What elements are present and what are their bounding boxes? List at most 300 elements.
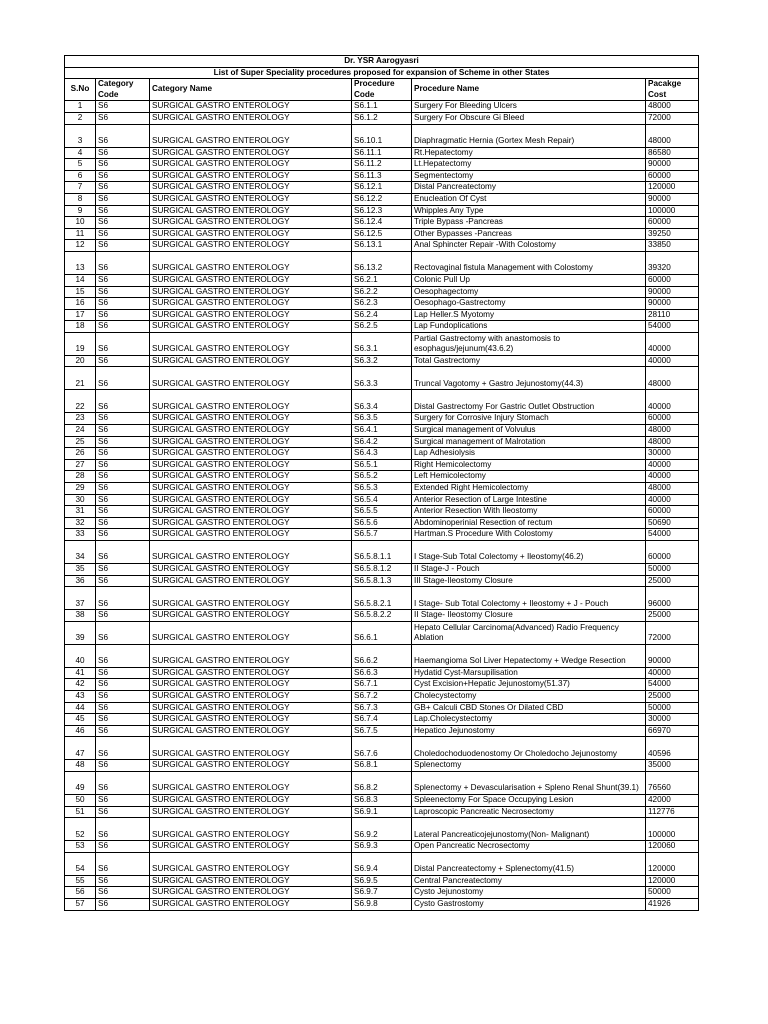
category-name-cell: SURGICAL GASTRO ENTEROLOGY (150, 506, 352, 518)
package-cost-cell: 25000 (646, 690, 699, 702)
procedure-code-cell: S6.4.1 (352, 425, 412, 437)
procedure-code-cell: S6.9.4 (352, 852, 412, 875)
procedure-code-cell: S6.2.5 (352, 321, 412, 333)
category-code-cell: S6 (96, 182, 150, 194)
procedure-code-cell: S6.5.4 (352, 494, 412, 506)
procedure-name-cell: Surgery for Corrosive Injury Stomach (412, 413, 646, 425)
procedure-name-cell: Distal Pancreatectomy (412, 182, 646, 194)
category-name-cell: SURGICAL GASTRO ENTEROLOGY (150, 737, 352, 760)
procedure-name-cell: Surgery For Obscure Gi Bleed (412, 112, 646, 124)
category-code-cell: S6 (96, 193, 150, 205)
package-cost-cell: 72000 (646, 112, 699, 124)
procedure-name-cell: Hydatid Cyst-Marsupilisation (412, 667, 646, 679)
category-code-cell: S6 (96, 898, 150, 910)
procedure-code-cell: S6.2.4 (352, 309, 412, 321)
package-cost-cell: 48000 (646, 436, 699, 448)
category-code-cell: S6 (96, 541, 150, 564)
procedure-code-cell: S6.2.1 (352, 274, 412, 286)
procedure-name-cell: Left Hemicolectomy (412, 471, 646, 483)
package-cost-cell: 76560 (646, 771, 699, 794)
procedure-name-cell: I Stage- Sub Total Colectomy + Ileostomy + J - Pouch (412, 587, 646, 610)
procedure-name-cell: Anterior Resection of Large Intestine (412, 494, 646, 506)
procedure-name-cell: Lap Fundoplications (412, 321, 646, 333)
package-cost-cell: 25000 (646, 575, 699, 587)
package-cost-cell: 33850 (646, 240, 699, 252)
category-code-cell: S6 (96, 564, 150, 576)
category-code-cell: S6 (96, 459, 150, 471)
procedure-code-cell: S6.7.6 (352, 737, 412, 760)
category-code-cell: S6 (96, 112, 150, 124)
category-name-cell: SURGICAL GASTRO ENTEROLOGY (150, 494, 352, 506)
category-code-cell: S6 (96, 298, 150, 310)
sno-cell: 29 (65, 483, 96, 495)
procedure-name-cell: Lap.Cholecystectomy (412, 714, 646, 726)
table-row (65, 760, 699, 772)
sno-cell: 5 (65, 159, 96, 171)
sno-cell: 39 (65, 621, 96, 644)
table-row (65, 355, 699, 367)
sno-cell: 30 (65, 494, 96, 506)
category-name-cell: SURGICAL GASTRO ENTEROLOGY (150, 124, 352, 147)
package-cost-cell: 72000 (646, 621, 699, 644)
sno-cell: 15 (65, 286, 96, 298)
package-cost-cell: 50000 (646, 702, 699, 714)
package-cost-cell: 40000 (646, 667, 699, 679)
category-code-cell: S6 (96, 714, 150, 726)
sno-cell: 37 (65, 587, 96, 610)
category-name-cell: SURGICAL GASTRO ENTEROLOGY (150, 818, 352, 841)
category-name-cell: SURGICAL GASTRO ENTEROLOGY (150, 610, 352, 622)
procedure-name-cell: Cholecystectomy (412, 690, 646, 702)
procedure-code-cell: S6.5.6 (352, 517, 412, 529)
table-row (65, 541, 699, 564)
package-cost-cell: 48000 (646, 483, 699, 495)
category-code-cell: S6 (96, 274, 150, 286)
table-row (65, 690, 699, 702)
table-row (65, 101, 699, 113)
category-name-cell: SURGICAL GASTRO ENTEROLOGY (150, 517, 352, 529)
category-name-cell: SURGICAL GASTRO ENTEROLOGY (150, 309, 352, 321)
table-row (65, 771, 699, 794)
category-code-cell: S6 (96, 448, 150, 460)
procedure-code-cell: S6.13.1 (352, 240, 412, 252)
sno-cell: 27 (65, 459, 96, 471)
category-code-cell: S6 (96, 286, 150, 298)
sno-cell: 3 (65, 124, 96, 147)
package-cost-cell: 42000 (646, 794, 699, 806)
category-name-cell: SURGICAL GASTRO ENTEROLOGY (150, 182, 352, 194)
table-row (65, 251, 699, 274)
category-name-cell: SURGICAL GASTRO ENTEROLOGY (150, 564, 352, 576)
category-code-cell: S6 (96, 887, 150, 899)
category-code-cell: S6 (96, 852, 150, 875)
procedure-name-cell: Lap Heller.S Myotomy (412, 309, 646, 321)
procedure-code-cell: S6.5.5 (352, 506, 412, 518)
procedure-name-cell: Spleenectomy For Space Occupying Lesion (412, 794, 646, 806)
procedure-name-cell: Cysto Jejunostomy (412, 887, 646, 899)
table-row (65, 506, 699, 518)
table-row (65, 494, 699, 506)
procedure-name-cell: Rectovaginal fistula Management with Colostomy (412, 251, 646, 274)
procedure-name-cell: II Stage-J - Pouch (412, 564, 646, 576)
procedure-name-cell: Hartman.S Procedure With Colostomy (412, 529, 646, 541)
package-cost-cell: 120000 (646, 852, 699, 875)
category-code-cell: S6 (96, 725, 150, 737)
procedure-name-cell: Colonic Pull Up (412, 274, 646, 286)
sno-cell: 46 (65, 725, 96, 737)
procedure-name-cell: Open Pancreatic Necrosectomy (412, 841, 646, 853)
category-code-cell: S6 (96, 841, 150, 853)
category-code-cell: S6 (96, 159, 150, 171)
category-code-cell: S6 (96, 621, 150, 644)
table-row (65, 471, 699, 483)
category-code-cell: S6 (96, 425, 150, 437)
procedure-name-cell: GB+ Calculi CBD Stones Or Dilated CBD (412, 702, 646, 714)
sno-cell: 50 (65, 794, 96, 806)
category-name-cell: SURGICAL GASTRO ENTEROLOGY (150, 771, 352, 794)
table-row (65, 483, 699, 495)
procedure-name-cell: III Stage-Ileostomy Closure (412, 575, 646, 587)
category-name-cell: SURGICAL GASTRO ENTEROLOGY (150, 413, 352, 425)
table-row (65, 274, 699, 286)
procedure-code-cell: S6.11.3 (352, 170, 412, 182)
procedure-code-cell: S6.11.2 (352, 159, 412, 171)
table-row (65, 228, 699, 240)
table-row (65, 413, 699, 425)
category-code-cell: S6 (96, 309, 150, 321)
table-row (65, 529, 699, 541)
category-name-cell: SURGICAL GASTRO ENTEROLOGY (150, 644, 352, 667)
procedure-code-cell: S6.3.3 (352, 367, 412, 390)
category-name-cell: SURGICAL GASTRO ENTEROLOGY (150, 147, 352, 159)
procedure-name-cell: Surgical management of Volvulus (412, 425, 646, 437)
package-cost-cell: 48000 (646, 101, 699, 113)
procedure-code-cell: S6.1.1 (352, 101, 412, 113)
table-row (65, 124, 699, 147)
procedure-name-cell: Total Gastrectomy (412, 355, 646, 367)
package-cost-cell: 90000 (646, 298, 699, 310)
procedure-name-cell: Extended Right Hemicolectomy (412, 483, 646, 495)
sno-cell: 52 (65, 818, 96, 841)
sno-cell: 48 (65, 760, 96, 772)
package-cost-cell: 40000 (646, 471, 699, 483)
category-name-cell: SURGICAL GASTRO ENTEROLOGY (150, 760, 352, 772)
sno-cell: 24 (65, 425, 96, 437)
category-name-cell: SURGICAL GASTRO ENTEROLOGY (150, 459, 352, 471)
header-procedure-code: Procedure Code (352, 79, 412, 101)
procedure-name-cell: Surgery For Bleeding Ulcers (412, 101, 646, 113)
sno-cell: 20 (65, 355, 96, 367)
category-code-cell: S6 (96, 321, 150, 333)
table-row (65, 159, 699, 171)
table-row (65, 112, 699, 124)
sno-cell: 57 (65, 898, 96, 910)
sno-cell: 22 (65, 390, 96, 413)
package-cost-cell: 112776 (646, 806, 699, 818)
procedure-code-cell: S6.9.5 (352, 875, 412, 887)
category-code-cell: S6 (96, 610, 150, 622)
table-row (65, 575, 699, 587)
category-code-cell: S6 (96, 587, 150, 610)
procedure-code-cell: S6.11.1 (352, 147, 412, 159)
category-code-cell: S6 (96, 575, 150, 587)
procedure-name-cell: Cysto Gastrostomy (412, 898, 646, 910)
category-name-cell: SURGICAL GASTRO ENTEROLOGY (150, 436, 352, 448)
category-code-cell: S6 (96, 771, 150, 794)
category-name-cell: SURGICAL GASTRO ENTEROLOGY (150, 806, 352, 818)
procedure-code-cell: S6.4.2 (352, 436, 412, 448)
procedure-code-cell: S6.5.8.1.2 (352, 564, 412, 576)
category-name-cell: SURGICAL GASTRO ENTEROLOGY (150, 887, 352, 899)
package-cost-cell: 60000 (646, 413, 699, 425)
procedure-code-cell: S6.12.4 (352, 217, 412, 229)
package-cost-cell: 41926 (646, 898, 699, 910)
package-cost-cell: 40000 (646, 459, 699, 471)
procedure-code-cell: S6.7.5 (352, 725, 412, 737)
table-row (65, 425, 699, 437)
sno-cell: 17 (65, 309, 96, 321)
table-row (65, 818, 699, 841)
category-name-cell: SURGICAL GASTRO ENTEROLOGY (150, 298, 352, 310)
category-code-cell: S6 (96, 702, 150, 714)
table-row (65, 321, 699, 333)
category-name-cell: SURGICAL GASTRO ENTEROLOGY (150, 228, 352, 240)
sno-cell: 33 (65, 529, 96, 541)
category-name-cell: SURGICAL GASTRO ENTEROLOGY (150, 170, 352, 182)
package-cost-cell: 39250 (646, 228, 699, 240)
procedure-code-cell: S6.9.2 (352, 818, 412, 841)
category-code-cell: S6 (96, 679, 150, 691)
category-name-cell: SURGICAL GASTRO ENTEROLOGY (150, 898, 352, 910)
table-row (65, 737, 699, 760)
procedure-code-cell: S6.5.8.2.2 (352, 610, 412, 622)
table-row (65, 667, 699, 679)
procedure-code-cell: S6.13.2 (352, 251, 412, 274)
sno-cell: 8 (65, 193, 96, 205)
procedure-code-cell: S6.3.5 (352, 413, 412, 425)
category-name-cell: SURGICAL GASTRO ENTEROLOGY (150, 667, 352, 679)
sno-cell: 45 (65, 714, 96, 726)
procedure-code-cell: S6.7.2 (352, 690, 412, 702)
procedure-code-cell: S6.5.8.1.1 (352, 541, 412, 564)
category-name-cell: SURGICAL GASTRO ENTEROLOGY (150, 725, 352, 737)
header-package-cost: Pacakge Cost (646, 79, 699, 101)
procedure-name-cell: Rt.Hepatectomy (412, 147, 646, 159)
procedure-name-cell: Distal Gastrectomy For Gastric Outlet Obstruction (412, 390, 646, 413)
package-cost-cell: 40000 (646, 332, 699, 355)
package-cost-cell: 30000 (646, 714, 699, 726)
sno-cell: 54 (65, 852, 96, 875)
package-cost-cell: 25000 (646, 610, 699, 622)
procedure-code-cell: S6.5.7 (352, 529, 412, 541)
table-row (65, 459, 699, 471)
procedures-table (64, 55, 699, 911)
procedure-name-cell: Splenectomy + Devascularisation + Spleno Renal Shunt(39.1) (412, 771, 646, 794)
procedure-name-cell: Segmentectomy (412, 170, 646, 182)
table-row (65, 725, 699, 737)
table-row (65, 898, 699, 910)
procedure-name-cell: II Stage- Ileostomy Closure (412, 610, 646, 622)
procedure-code-cell: S6.3.1 (352, 332, 412, 355)
table-row (65, 610, 699, 622)
category-name-cell: SURGICAL GASTRO ENTEROLOGY (150, 390, 352, 413)
category-name-cell: SURGICAL GASTRO ENTEROLOGY (150, 332, 352, 355)
sno-cell: 9 (65, 205, 96, 217)
package-cost-cell: 40000 (646, 494, 699, 506)
package-cost-cell: 90000 (646, 286, 699, 298)
table-row (65, 679, 699, 691)
procedure-code-cell: S6.12.3 (352, 205, 412, 217)
table-row (65, 147, 699, 159)
package-cost-cell: 96000 (646, 587, 699, 610)
header-category-name: Category Name (150, 79, 352, 101)
table-row (65, 887, 699, 899)
procedure-code-cell: S6.9.3 (352, 841, 412, 853)
procedure-name-cell: Distal Pancreatectomy + Splenectomy(41.5) (412, 852, 646, 875)
package-cost-cell: 60000 (646, 274, 699, 286)
procedure-code-cell: S6.7.1 (352, 679, 412, 691)
category-name-cell: SURGICAL GASTRO ENTEROLOGY (150, 541, 352, 564)
package-cost-cell: 39320 (646, 251, 699, 274)
category-code-cell: S6 (96, 367, 150, 390)
procedure-code-cell: S6.5.1 (352, 459, 412, 471)
category-name-cell: SURGICAL GASTRO ENTEROLOGY (150, 841, 352, 853)
procedure-name-cell: Anal Sphincter Repair -With Colostomy (412, 240, 646, 252)
category-name-cell: SURGICAL GASTRO ENTEROLOGY (150, 355, 352, 367)
category-name-cell: SURGICAL GASTRO ENTEROLOGY (150, 367, 352, 390)
package-cost-cell: 90000 (646, 193, 699, 205)
table-row (65, 587, 699, 610)
category-name-cell: SURGICAL GASTRO ENTEROLOGY (150, 690, 352, 702)
table-row (65, 390, 699, 413)
sno-cell: 38 (65, 610, 96, 622)
category-code-cell: S6 (96, 251, 150, 274)
sno-cell: 26 (65, 448, 96, 460)
category-code-cell: S6 (96, 390, 150, 413)
package-cost-cell: 28110 (646, 309, 699, 321)
table-row (65, 517, 699, 529)
header-row (65, 79, 699, 101)
package-cost-cell: 120060 (646, 841, 699, 853)
sno-cell: 35 (65, 564, 96, 576)
procedure-code-cell: S6.9.1 (352, 806, 412, 818)
table-row (65, 714, 699, 726)
procedure-code-cell: S6.7.3 (352, 702, 412, 714)
procedure-name-cell: Surgical management of Malrotation (412, 436, 646, 448)
procedure-name-cell: Laproscopic Pancreatic Necrosectomy (412, 806, 646, 818)
procedure-name-cell: Cyst Excision+Hepatic Jejunostomy(51.37) (412, 679, 646, 691)
table-row (65, 794, 699, 806)
sno-cell: 34 (65, 541, 96, 564)
procedure-name-cell: Truncal Vagotomy + Gastro Jejunostomy(44.3) (412, 367, 646, 390)
document-subtitle: List of Super Speciality procedures proposed for expansion of Scheme in other States (65, 67, 699, 79)
package-cost-cell: 60000 (646, 170, 699, 182)
table-row (65, 621, 699, 644)
sno-cell: 44 (65, 702, 96, 714)
table-row (65, 205, 699, 217)
sno-cell: 23 (65, 413, 96, 425)
table-row (65, 309, 699, 321)
package-cost-cell: 86580 (646, 147, 699, 159)
procedure-name-cell: Hepato Cellular Carcinoma(Advanced) Radio Frequency Ablation (412, 621, 646, 644)
category-code-cell: S6 (96, 644, 150, 667)
table-row (65, 841, 699, 853)
sno-cell: 40 (65, 644, 96, 667)
category-name-cell: SURGICAL GASTRO ENTEROLOGY (150, 448, 352, 460)
package-cost-cell: 48000 (646, 124, 699, 147)
procedure-code-cell: S6.9.8 (352, 898, 412, 910)
table-row (65, 217, 699, 229)
table-row (65, 240, 699, 252)
sno-cell: 53 (65, 841, 96, 853)
table-row (65, 448, 699, 460)
package-cost-cell: 120000 (646, 182, 699, 194)
document-title: Dr. YSR Aarogyasri (65, 56, 699, 68)
category-name-cell: SURGICAL GASTRO ENTEROLOGY (150, 471, 352, 483)
procedure-name-cell: I Stage-Sub Total Colectomy + Ileostomy(46.2) (412, 541, 646, 564)
sno-cell: 10 (65, 217, 96, 229)
package-cost-cell: 54000 (646, 321, 699, 333)
category-name-cell: SURGICAL GASTRO ENTEROLOGY (150, 702, 352, 714)
header-category-code: Category Code (96, 79, 150, 101)
package-cost-cell: 60000 (646, 506, 699, 518)
procedure-name-cell: Lt.Hepatectomy (412, 159, 646, 171)
package-cost-cell: 48000 (646, 367, 699, 390)
category-name-cell: SURGICAL GASTRO ENTEROLOGY (150, 159, 352, 171)
category-name-cell: SURGICAL GASTRO ENTEROLOGY (150, 251, 352, 274)
category-code-cell: S6 (96, 170, 150, 182)
procedure-name-cell: Oesophago-Gastrectomy (412, 298, 646, 310)
header-procedure-name: Procedure Name (412, 79, 646, 101)
category-name-cell: SURGICAL GASTRO ENTEROLOGY (150, 112, 352, 124)
sno-cell: 19 (65, 332, 96, 355)
package-cost-cell: 40000 (646, 355, 699, 367)
sno-cell: 42 (65, 679, 96, 691)
category-name-cell: SURGICAL GASTRO ENTEROLOGY (150, 193, 352, 205)
category-name-cell: SURGICAL GASTRO ENTEROLOGY (150, 621, 352, 644)
procedure-name-cell: Central Pancreatectomy (412, 875, 646, 887)
category-code-cell: S6 (96, 240, 150, 252)
procedure-code-cell: S6.9.7 (352, 887, 412, 899)
sno-cell: 4 (65, 147, 96, 159)
category-code-cell: S6 (96, 690, 150, 702)
procedure-name-cell: Anterior Resection With Ileostomy (412, 506, 646, 518)
package-cost-cell: 66970 (646, 725, 699, 737)
category-code-cell: S6 (96, 506, 150, 518)
category-code-cell: S6 (96, 332, 150, 355)
sno-cell: 51 (65, 806, 96, 818)
procedure-code-cell: S6.12.5 (352, 228, 412, 240)
procedure-code-cell: S6.8.3 (352, 794, 412, 806)
package-cost-cell: 48000 (646, 425, 699, 437)
subtitle-row (65, 67, 699, 79)
category-code-cell: S6 (96, 413, 150, 425)
package-cost-cell: 40000 (646, 390, 699, 413)
category-code-cell: S6 (96, 737, 150, 760)
package-cost-cell: 54000 (646, 529, 699, 541)
category-name-cell: SURGICAL GASTRO ENTEROLOGY (150, 575, 352, 587)
category-name-cell: SURGICAL GASTRO ENTEROLOGY (150, 875, 352, 887)
category-name-cell: SURGICAL GASTRO ENTEROLOGY (150, 101, 352, 113)
procedure-code-cell: S6.10.1 (352, 124, 412, 147)
package-cost-cell: 60000 (646, 541, 699, 564)
procedure-name-cell: Triple Bypass -Pancreas (412, 217, 646, 229)
procedure-name-cell: Whipples Any Type (412, 205, 646, 217)
package-cost-cell: 50690 (646, 517, 699, 529)
category-code-cell: S6 (96, 875, 150, 887)
table-row (65, 193, 699, 205)
table-row (65, 702, 699, 714)
